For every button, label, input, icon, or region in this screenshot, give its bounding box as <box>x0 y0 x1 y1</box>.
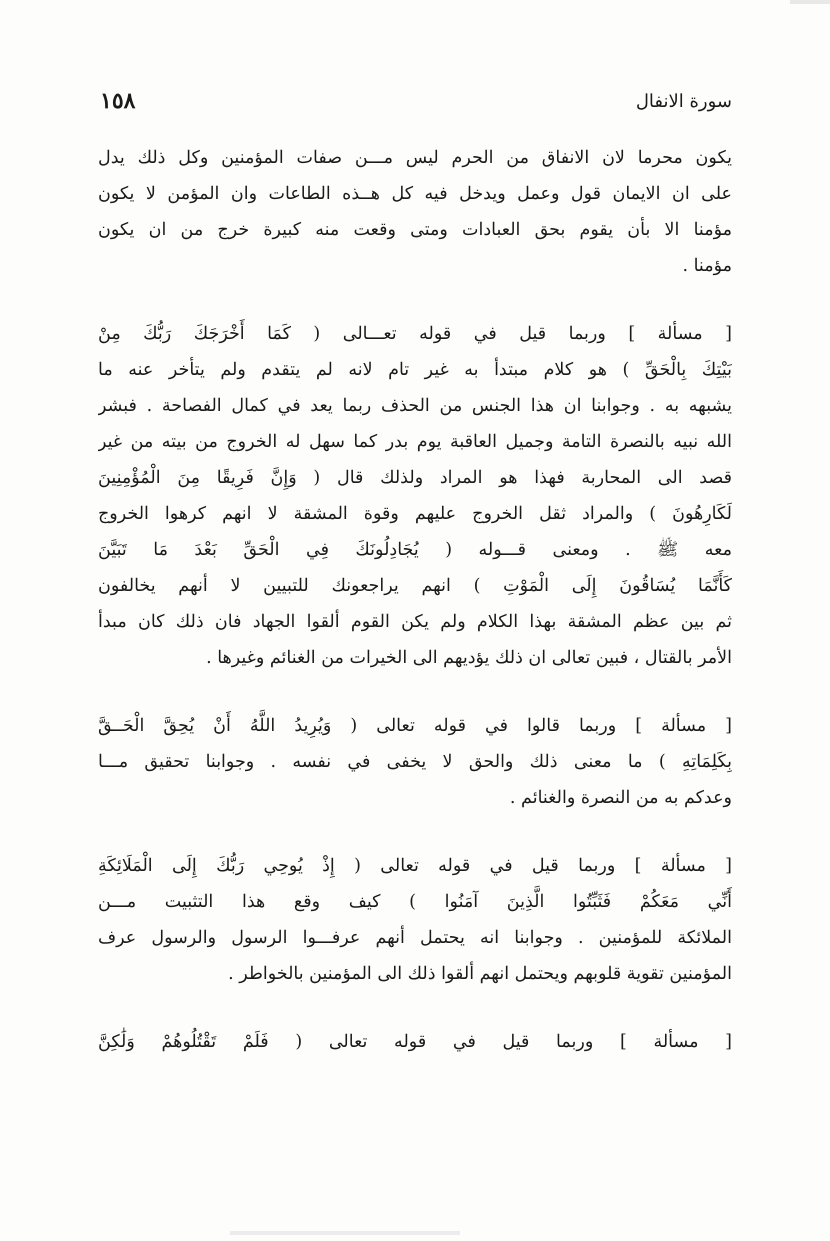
paragraph-4 <box>98 848 732 992</box>
text-line: بَيْتِكَ بِالْحَقِّ ) هو كلام مبتدأ به غير تام لانه لم يتقدم ولم يتأخر عنه ما <box>98 360 732 380</box>
scan-artifact <box>230 1231 460 1235</box>
paragraph-2 <box>98 316 732 676</box>
text-line: ثم بين عظم المشقة بهذا الكلام ولم يكن القوم ألقوا الجهاد فان ذلك كان مبدأ <box>98 612 732 632</box>
text-line: [ مسألة ] وربما قالوا في قوله تعالى ( وَيُرِيدُ اللَّهُ أَنْ يُحِقَّ الْحَــقَّ <box>98 716 732 736</box>
text-line: بِكَلِمَاتِهِ ) ما معنى ذلك والحق لا يخفى في نفسه . وجوابنا تحقيق مـــا <box>98 752 732 772</box>
text-line: مؤمنا الا بأن يقوم بحق العبادات ومتى وقعت منه كبيرة خرج من ان يكون <box>98 220 732 240</box>
text-line: يكون محرما لان الانفاق من الحرم ليس مـــن صفات المؤمنين وكل ذلك يدل <box>98 148 732 168</box>
text-line: أَنِّي مَعَكُمْ فَثَبِّتُوا الَّذِينَ آمَنُوا ) كيف وقع هذا التثبيت مـــن <box>98 892 732 912</box>
text-line: يشبهه به . وجوابنا ان هذا الجنس من الحذف ربما يعد في كمال الفصاحة . فبشر <box>98 396 732 416</box>
page-body <box>98 140 732 1060</box>
page-header <box>100 84 732 118</box>
text-line: [ مسألة ] وربما قيل في قوله تعـــالى ( كَمَا أَخْرَجَكَ رَبُّكَ مِنْ <box>98 324 732 344</box>
text-line: قصد الى المحاربة فهذا هو المراد ولذلك قال ( وَإِنَّ فَرِيقًا مِنَ الْمُؤْمِنِينَ <box>98 468 732 488</box>
paragraph-3 <box>98 708 732 816</box>
scan-artifact <box>790 0 830 4</box>
paragraph-5 <box>98 1024 732 1060</box>
text-line: [ مسألة ] وربما قيل في قوله تعالى ( إِذْ يُوحِي رَبُّكَ إِلَى الْمَلَائِكَةِ <box>98 856 732 876</box>
text-line: الملائكة للمؤمنين . وجوابنا انه يحتمل أنهم عرفـــوا الرسول والرسول عرف <box>98 928 732 948</box>
text-line: المؤمنين تقوية قلوبهم ويحتمل انهم ألقوا ذلك الى المؤمنين بالخواطر . <box>228 964 732 984</box>
text-line: وعدكم به من النصرة والغنائم . <box>509 788 732 808</box>
text-line: على ان الايمان قول وعمل ويدخل فيه كل هــذه الطاعات وان المؤمن لا يكون <box>98 184 732 204</box>
running-title: سورة الانفال <box>635 90 732 112</box>
text-line: الله نبيه بالنصرة التامة وجميل العاقبة يوم بدر كما سهل له الخروج من بيته من غير <box>98 432 732 452</box>
paragraph-1 <box>98 140 732 284</box>
text-line: لَكَارِهُونَ ) والمراد ثقل الخروج عليهم وقوة المشقة لا انهم كرهوا الخروج <box>98 504 732 524</box>
text-line: كَأَنَّمَا يُسَاقُونَ إِلَى الْمَوْتِ ) انهم يراجعونك للتبيين لا أنهم يخالفون <box>98 576 732 596</box>
text-line: معه ﷺ . ومعنى قـــوله ( يُجَادِلُونَكَ فِي الْحَقِّ بَعْدَ مَا تَبَيَّنَ <box>98 540 732 560</box>
text-line: مؤمنا . <box>682 256 732 276</box>
text-line: الأمر بالقتال ، فبين تعالى ان ذلك يؤديهم الى الخيرات من الغنائم وغيرها . <box>206 648 732 668</box>
page-number: ١٥٨ <box>100 88 136 114</box>
text-line: [ مسألة ] وربما قيل في قوله تعالى ( فَلَمْ تَقْتُلُوهُمْ وَلَٰكِنَّ <box>98 1032 732 1052</box>
